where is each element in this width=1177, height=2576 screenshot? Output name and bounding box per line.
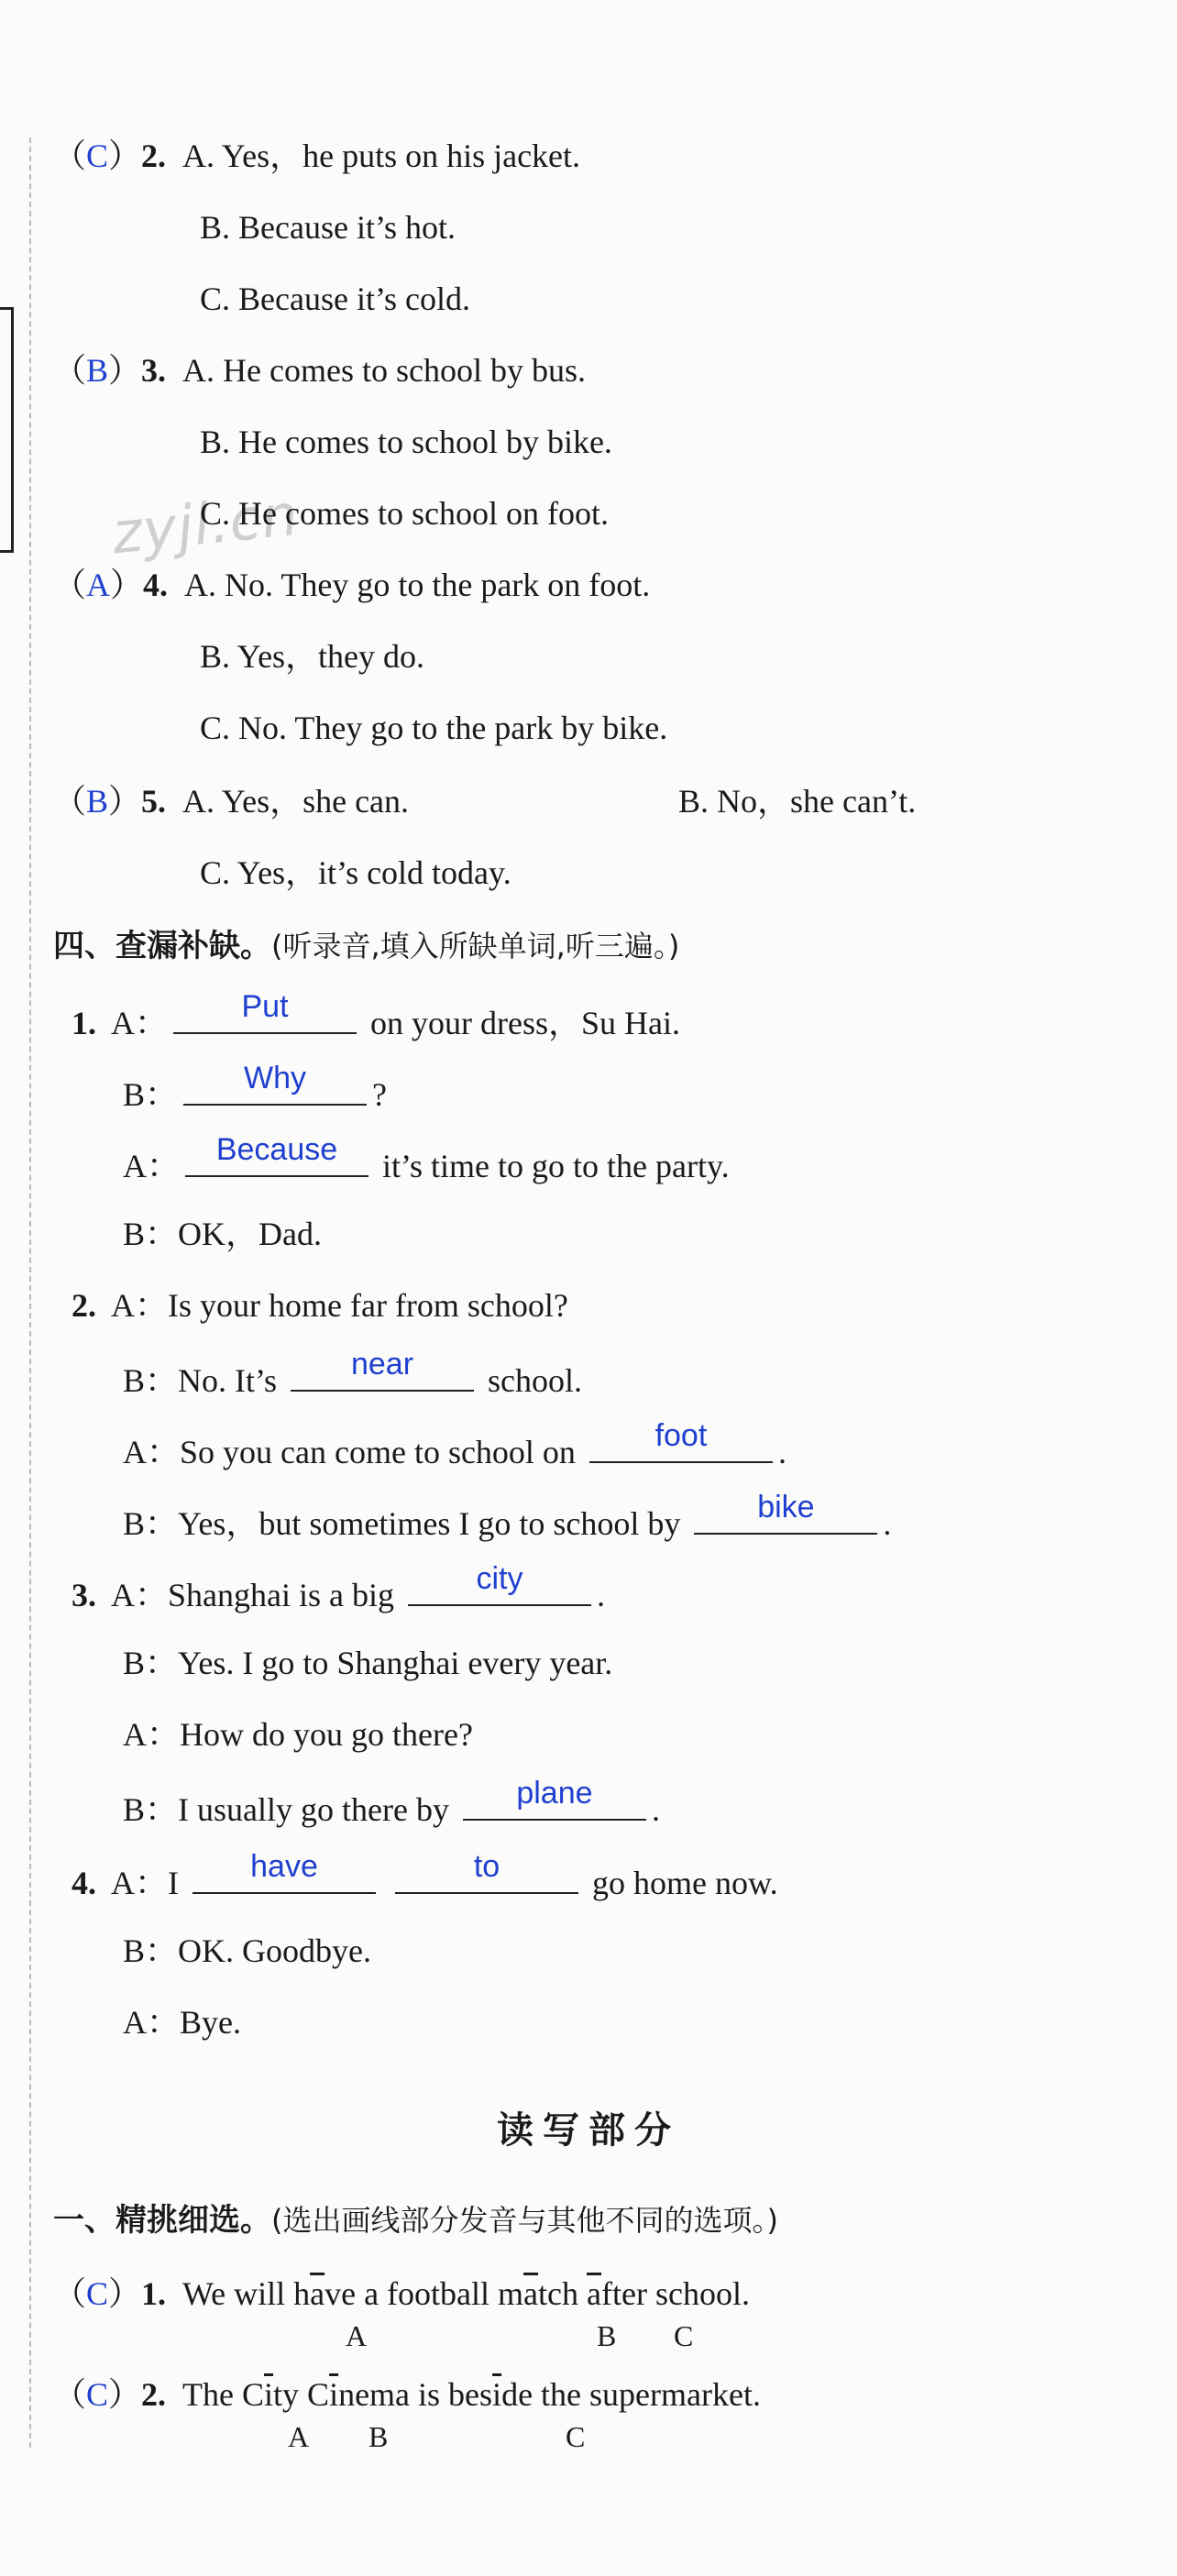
rw-section-1-heading: 一、精挑细选。(选出画线部分发音与其他不同的选项。)	[53, 2202, 778, 2239]
answer: C	[86, 2376, 109, 2413]
answer: B	[86, 783, 109, 820]
dialogue-3-line-3: A：How do you go there?	[123, 1716, 473, 1753]
dialogue-4-line-2: B：OK. Goodbye.	[123, 1932, 371, 1969]
dialogue-4-line-1: 4. A：I have to go home now.	[72, 1849, 778, 1901]
option-b: B. No，she can’t.	[678, 783, 917, 820]
option-b: B. Yes，they do.	[200, 638, 425, 675]
answer: B	[86, 352, 109, 389]
dialogue-2-line-1: 2. A：Is your home far from school?	[72, 1287, 568, 1324]
answer: C	[86, 2275, 109, 2312]
dialogue-2-line-3: A：So you can come to school on foot .	[123, 1418, 786, 1470]
margin-bracket	[0, 307, 14, 553]
question-5: （B）5. A. Yes，she can.	[53, 783, 410, 820]
option-b: B. He comes to school by bike.	[200, 424, 612, 460]
blank: bike	[694, 1500, 877, 1535]
blank: plane	[463, 1786, 646, 1821]
label-b: B	[597, 2319, 617, 2352]
dialogue-1-line-2: B： Why ?	[123, 1061, 387, 1113]
question-4: （A）4. A. No. They go to the park on foot.	[53, 567, 651, 603]
option-b: B. Because it’s hot.	[200, 209, 456, 246]
dialogue-3-line-1: 3. A：Shanghai is a big city .	[72, 1561, 605, 1613]
label-c: C	[566, 2420, 586, 2453]
dialogue-1-line-3: A： Because it’s time to go to the party.	[123, 1132, 730, 1184]
answer: A	[86, 567, 111, 603]
dialogue-3-line-2: B：Yes. I go to Shanghai every year.	[123, 1645, 613, 1681]
dialogue-4-line-3: A：Bye.	[123, 2004, 241, 2041]
section-4-heading: 四、查漏补缺。(听录音,填入所缺单词,听三遍。)	[53, 928, 680, 964]
question-3: （B）3. A. He comes to school by bus.	[53, 352, 586, 389]
dialogue-2-line-4: B：Yes，but sometimes I go to school by bike .	[123, 1490, 892, 1542]
answer: C	[86, 138, 109, 174]
option-c: C. Yes，it’s cold today.	[200, 854, 512, 891]
label-c: C	[674, 2319, 694, 2352]
dialogue-1-line-1: 1. A： Put on your dress，Su Hai.	[72, 989, 680, 1041]
dialogue-1-line-4: B：OK，Dad.	[123, 1216, 322, 1252]
question-2: （C）2. A. Yes，he puts on his jacket.	[53, 138, 581, 174]
blank: to	[395, 1859, 578, 1894]
watermark: zyjl.cn	[108, 480, 302, 567]
label-a: A	[288, 2420, 310, 2453]
blank: foot	[589, 1428, 773, 1463]
part-title: 读写部分	[497, 2108, 680, 2152]
label-b: B	[368, 2420, 389, 2453]
rw-question-2: （C）2. The $C\overline{i}ty$ $C\overline{i}nema$ is $bes\overline{i}de$ the supermarket.	[53, 2376, 761, 2413]
blank: city	[408, 1571, 591, 1606]
option-c: C. No. They go to the park by bike.	[200, 710, 668, 746]
label-a: A	[346, 2319, 368, 2352]
blank: Because	[185, 1142, 368, 1177]
option-c: C. He comes to school on foot.	[200, 495, 609, 532]
blank: Why	[183, 1071, 367, 1106]
dialogue-2-line-2: B：No. It’s near school.	[123, 1347, 583, 1399]
blank: near	[291, 1357, 474, 1392]
blank: have	[192, 1859, 376, 1894]
rw-question-1: （C）1. We will $h\overline{a}ve$ a football $m\overline{a}tch$ $\overline{a}fter$ school.	[53, 2275, 750, 2312]
blank: Put	[173, 999, 357, 1034]
dialogue-3-line-4: B：I usually go there by plane .	[123, 1776, 660, 1828]
option-c: C. Because it’s cold.	[200, 281, 470, 317]
